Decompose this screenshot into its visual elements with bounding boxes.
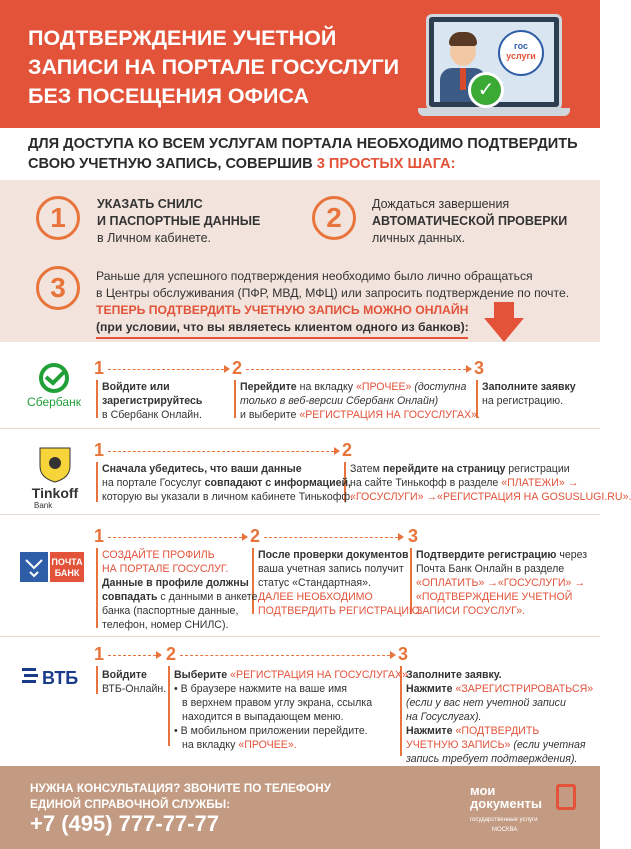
pochta-c1-l6: телефон, номер СНИЛС). xyxy=(102,619,229,631)
vtb-c1-l1: Войдите xyxy=(102,669,147,681)
gos-logo-bottom: услуги xyxy=(506,51,536,61)
pochta-bank-logo xyxy=(20,552,84,582)
tinkoff-c2-then: Затем xyxy=(350,463,383,475)
intro-line-1: ДЛЯ ДОСТУПА КО ВСЕМ УСЛУГАМ ПОРТАЛА НЕОБХОДИМО ПОДТВЕРДИТЬ xyxy=(28,136,578,152)
pochta-dash-2 xyxy=(264,537,398,538)
vtb-c2-l3: в верхнем правом углу экрана, ссылка xyxy=(182,697,373,709)
vtb-step-1-number: 1 xyxy=(94,644,105,664)
pochta-logo-l2: БАНК xyxy=(54,568,80,578)
tinkoff-arrow-1 xyxy=(334,447,340,455)
divider-3 xyxy=(0,636,600,637)
laptop-base xyxy=(418,108,570,116)
vtb-dash-1 xyxy=(108,655,156,656)
vtb-arrow-1 xyxy=(156,651,162,659)
sber-arrow-1 xyxy=(224,365,230,373)
tinkoff-c2-site: на сайте Тинькофф в разделе xyxy=(350,477,502,489)
sber-step-3-number: 3 xyxy=(474,358,485,378)
divider-1 xyxy=(0,428,600,429)
vtb-c2-tab: на вкладку xyxy=(182,739,239,751)
vtb-c3-l3: (если у вас нет учетной записи xyxy=(406,697,566,709)
vtb-c2-l4: находится в выпадающем меню. xyxy=(182,711,344,723)
sber-step-1-number: 1 xyxy=(94,358,105,378)
pochta-step-2-number: 2 xyxy=(250,526,261,546)
step-1-bold-1: УКАЗАТЬ СНИЛС xyxy=(97,197,203,211)
vtb-vline-1 xyxy=(96,666,98,694)
gos-logo-top: гос xyxy=(513,41,528,51)
footer-line-2: ЕДИНОЙ СПРАВОЧНОЙ СЛУЖБЫ: xyxy=(30,797,231,811)
tinkoff-c2-payments: «ПЛАТЕЖИ» → xyxy=(501,477,579,489)
pochta-c3-l1 xyxy=(416,548,587,562)
vtb-c2-l6 xyxy=(174,738,411,752)
tinkoff-step-2-number: 2 xyxy=(342,440,353,460)
sberbank-logo-text: Сбербанк xyxy=(27,395,81,409)
pochta-c3-o1: «ОПЛАТИТЬ» →«ГОСУСЛУГИ» → xyxy=(416,577,585,589)
sberbank-logo xyxy=(20,362,88,410)
intro-highlight: 3 ПРОСТЫХ ШАГА: xyxy=(316,156,456,172)
pochta-c1-o1: СОЗДАЙТЕ ПРОФИЛЬ xyxy=(102,549,215,561)
sber-c3-l2: на регистрацию. xyxy=(482,395,564,407)
gosuslugi-logo xyxy=(498,30,544,76)
moi-dokumenty-logo xyxy=(470,780,580,840)
vtb-dash-2 xyxy=(180,655,390,656)
pochta-c3-l2: Почта Банк Онлайн в разделе xyxy=(416,563,565,575)
tinkoff-c1-l1: Сначала убедитесь, что ваши данные xyxy=(102,463,302,475)
pochta-arrow-2 xyxy=(398,533,404,541)
vtb-c3-l7: запись требует подтверждения). xyxy=(406,753,578,765)
pochta-bank-logo-mark xyxy=(20,552,84,582)
step-3-online: ТЕПЕРЬ ПОДТВЕРДИТЬ УЧЕТНУЮ ЗАПИСЬ МОЖНО ОНЛАЙН xyxy=(96,303,469,317)
tinkoff-vline-1 xyxy=(96,462,98,502)
title-line-3: БЕЗ ПОСЕЩЕНИЯ ОФИСА xyxy=(28,84,309,108)
step-1-text xyxy=(97,196,260,247)
step-1-bold-2: И ПАСПОРТНЫЕ ДАННЫЕ xyxy=(97,214,261,228)
sber-step-2-number: 2 xyxy=(232,358,243,378)
pochta-c2-o1: ДАЛЕЕ НЕОБХОДИМО xyxy=(258,591,373,603)
vtb-c3-l1: Заполните заявку. xyxy=(406,669,502,681)
vtb-c3-press-1: Нажмите xyxy=(406,683,456,695)
vtb-c3-l6 xyxy=(406,738,593,752)
pochta-c1-match: совпадать xyxy=(102,591,158,603)
pochta-vline-1 xyxy=(96,548,98,628)
sber-c1-l1: Войдите или xyxy=(102,381,170,393)
pochta-step-1-number: 1 xyxy=(94,526,105,546)
vtb-c3-confirm-1: «ПОДТВЕРДИТЬ xyxy=(455,725,540,737)
vtb-vline-2 xyxy=(168,666,170,746)
tinkoff-step-1-number: 1 xyxy=(94,440,105,460)
check-icon: ✓ xyxy=(468,72,504,108)
vtb-step-1-text xyxy=(102,668,166,696)
intro-line-2-text: СВОЮ УЧЕТНУЮ ЗАПИСЬ, СОВЕРШИВ xyxy=(28,156,317,172)
person-hair xyxy=(449,32,477,46)
step-3-line-1: Раньше для успешного подтверждения необходимо было лично обращаться xyxy=(96,269,533,283)
tinkoff-c2-reg: регистрации xyxy=(505,463,570,475)
tinkoff-step-1-text xyxy=(102,462,353,504)
vtb-c2-l5: • В мобильном приложении перейдите. xyxy=(174,725,368,737)
sber-step-1-text xyxy=(102,380,202,422)
sber-arrow-2 xyxy=(466,365,472,373)
step-3-number: 3 xyxy=(36,266,80,310)
step-2-number: 2 xyxy=(312,196,356,240)
sber-c2-l3 xyxy=(240,408,480,422)
step-2-bold: АВТОМАТИЧЕСКОЙ ПРОВЕРКИ xyxy=(372,214,568,228)
sber-step-3-text xyxy=(482,380,576,408)
sber-c2-l2: только в веб-версии Сбербанк Онлайн) xyxy=(240,395,439,407)
vtb-c2-registration: «РЕГИСТРАЦИЯ НА ГОСУСЛУГАХ». xyxy=(230,669,411,681)
pochta-c2-l3: статус «Стандартная». xyxy=(258,577,371,589)
tinkoff-c1-l2 xyxy=(102,476,353,490)
step-2-line-3: личных данных. xyxy=(372,231,466,245)
vtb-c1-l2: ВТБ-Онлайн. xyxy=(102,683,167,695)
step-3-underline xyxy=(96,337,468,339)
sber-c3-l1: Заполните заявку xyxy=(482,381,576,393)
step-1-number: 1 xyxy=(36,196,80,240)
tinkoff-step-2-text xyxy=(350,462,631,504)
step-1-rest: в Личном кабинете. xyxy=(97,231,212,245)
title-line-1: ПОДТВЕРЖДЕНИЕ УЧЕТНОЙ xyxy=(28,26,337,50)
vtb-arrow-2 xyxy=(390,651,396,659)
vtb-step-3-number: 3 xyxy=(398,644,409,664)
page-title xyxy=(28,24,408,111)
tinkoff-logo-sub: Bank xyxy=(34,501,53,510)
tinkoff-c1-match: совпадают с информацией, xyxy=(204,477,351,489)
sber-dash-2 xyxy=(246,369,466,370)
pochta-step-2-text xyxy=(258,548,423,618)
pochta-c3-o3: ЗАПИСИ ГОСУСЛУГ». xyxy=(416,605,526,617)
pochta-c3-via: через xyxy=(556,549,588,561)
tinkoff-c1-text: на портале Госуслуг xyxy=(102,477,205,489)
pochta-c2-l2: ваша учетная запись получит xyxy=(258,563,404,575)
vtb-c3-l5 xyxy=(406,724,593,738)
footer-line-1: НУЖНА КОНСУЛЬТАЦИЯ? ЗВОНИТЕ ПО ТЕЛЕФОНУ xyxy=(30,781,331,795)
footer-phone-link[interactable]: +7 (495) 777-77-77 xyxy=(30,811,219,836)
pochta-arrow-1 xyxy=(242,533,248,541)
intro-line-2 xyxy=(28,154,578,174)
vtb-c2-l2: • В браузере нажмите на ваше имя xyxy=(174,683,348,695)
sber-step-2-text xyxy=(240,380,480,422)
pochta-c1-l4 xyxy=(102,590,257,604)
step-3-line-2: в Центры обслуживания (ПФР, МВД, МФЦ) или запросить подтверждение по почте. xyxy=(96,286,570,300)
sber-c2-l1 xyxy=(240,380,480,394)
sber-dash-1 xyxy=(108,369,224,370)
vtb-logo-text: ВТБ xyxy=(42,668,79,688)
sber-c1-l2: зарегистрируйтесь xyxy=(102,395,203,407)
vtb-c3-l4: на Госуслугах). xyxy=(406,711,482,723)
moi-logo-line-4: МОСКВА xyxy=(492,827,518,833)
moi-logo-line-3: государственные услуги xyxy=(470,817,538,823)
title-line-2: ЗАПИСИ НА ПОРТАЛЕ ГОСУСЛУГИ xyxy=(28,55,400,79)
vtb-c2-l1 xyxy=(174,668,411,682)
pochta-c3-o2: «ПОДТВЕРЖДЕНИЕ УЧЕТНОЙ xyxy=(416,591,573,603)
vtb-logo xyxy=(22,662,86,690)
sber-vline-1 xyxy=(96,380,98,418)
step-3-condition: (при условии, что вы являетесь клиентом одного из банков): xyxy=(96,320,469,334)
vtb-step-3-text xyxy=(406,668,593,766)
intro-text xyxy=(28,134,578,174)
step-2-text xyxy=(372,196,567,247)
vtb-c3-confirm-2: УЧЕТНУЮ ЗАПИСЬ» xyxy=(406,739,511,751)
moi-logo-mark xyxy=(556,784,576,810)
vtb-c2-other: «ПРОЧЕЕ». xyxy=(238,739,297,751)
sber-c2-note: (доступна xyxy=(411,381,467,393)
pochta-logo-l1: ПОЧТА xyxy=(51,557,83,567)
vtb-c3-register: «ЗАРЕГИСТРИРОВАТЬСЯ» xyxy=(455,683,594,695)
tinkoff-c2-l2 xyxy=(350,476,631,490)
pochta-c3-confirm: Подтвердите регистрацию xyxy=(416,549,557,561)
moi-logo-line-1: мои xyxy=(470,783,496,798)
tinkoff-logo xyxy=(20,446,90,508)
vtb-step-2-text xyxy=(174,668,411,752)
pochta-c2-b: После проверки документов xyxy=(258,549,409,561)
footer-consult xyxy=(30,780,331,812)
pochta-step-3-text xyxy=(416,548,587,618)
sber-c1-l3: в Сбербанк Онлайн. xyxy=(102,409,202,421)
tinkoff-c2-l3: «ГОСУСЛУГИ» →«РЕГИСТРАЦИЯ НА GOSUSLUGI.RU». xyxy=(350,491,631,503)
sber-c2-tab: «ПРОЧЕЕ» xyxy=(355,381,412,393)
moi-logo-line-2: документы xyxy=(470,796,542,811)
tinkoff-c2-l1 xyxy=(350,462,631,476)
sber-c2-bold: Перейдите xyxy=(240,381,297,393)
pochta-step-3-number: 3 xyxy=(408,526,419,546)
divider-2 xyxy=(0,514,600,515)
vtb-c2-choose: Выберите xyxy=(174,669,231,681)
pochta-step-1-text xyxy=(102,548,257,632)
sber-c2-text: на вкладку xyxy=(296,381,356,393)
pochta-dash-1 xyxy=(108,537,242,538)
tinkoff-c2-goto: перейдите на страницу xyxy=(382,463,506,475)
pochta-c2-o2: ПОДТВЕРДИТЬ РЕГИСТРАЦИЮ. xyxy=(258,605,423,617)
sber-c2-choose: и выберите xyxy=(240,409,300,421)
tinkoff-c1-l3: которую вы указали в личном кабинете Тинькофф. xyxy=(102,491,354,503)
tinkoff-logo-text: Tinkoff xyxy=(31,485,79,501)
vtb-step-2-number: 2 xyxy=(166,644,177,664)
down-arrow-icon xyxy=(484,302,524,342)
vtb-c3-note-1: (если учетная xyxy=(510,739,586,751)
pochta-c1-l5: банка (паспортные данные, xyxy=(102,605,239,617)
pochta-c1-form: с данными в анкете xyxy=(157,591,258,603)
vtb-c3-l2 xyxy=(406,682,593,696)
tinkoff-dash-1 xyxy=(108,451,334,452)
vtb-c3-press-2: Нажмите xyxy=(406,725,456,737)
pochta-c1-b1: Данные в профиле должны xyxy=(102,577,249,589)
pochta-c1-o2: НА ПОРТАЛЕ ГОСУСЛУГ. xyxy=(102,563,229,575)
sber-c2-registration: «РЕГИСТРАЦИЯ НА ГОСУСЛУГАХ». xyxy=(299,409,480,421)
step-2-line-1: Дождаться завершения xyxy=(372,197,510,211)
sber-vline-2 xyxy=(234,380,236,418)
person-tie xyxy=(460,68,466,90)
